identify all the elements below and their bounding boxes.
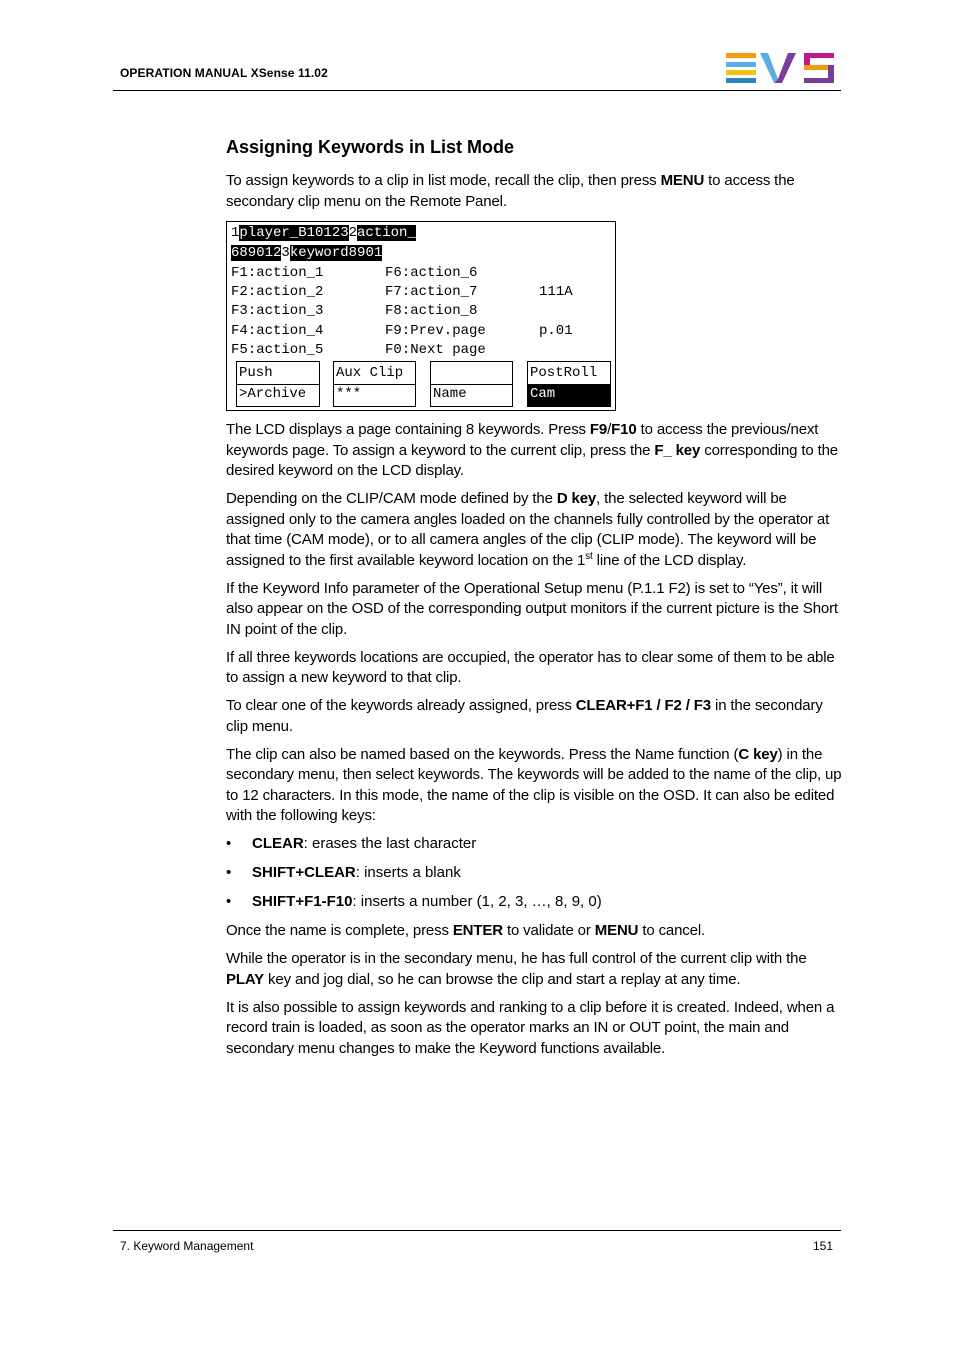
lcd-key-f8: F8:action_8 xyxy=(385,303,478,319)
lcd-display xyxy=(226,221,616,411)
lcd-box-top-label: Aux Clip xyxy=(336,365,404,381)
list-item: • SHIFT+CLEAR: inserts a blank xyxy=(226,864,461,881)
lcd-key-f2: F2:action_2 xyxy=(231,284,324,300)
section-heading: Assigning Keywords in List Mode xyxy=(226,137,515,157)
footer-chapter: 7. Keyword Management xyxy=(120,1239,254,1253)
lcd-box-bottom-label: Cam xyxy=(530,386,556,402)
lcd-key-f1: F1:action_1 xyxy=(231,265,324,281)
paragraph-keyword-info: If the Keyword Info parameter of the Operational Setup menu (P.1.1 F2) is set to “Yes”, it will also appear on the OSD of the corresponding output monitors if the current picture is the Short IN point of the clip. xyxy=(226,579,838,638)
edit-keys-list xyxy=(226,834,844,913)
lcd-key-f4: F4:action_4 xyxy=(231,323,324,339)
lcd-box-top-label: PostRoll xyxy=(530,365,598,381)
paragraph-clip-cam-mode: Depending on the CLIP/CAM mode defined by the D key, the selected keyword will be assigned only to the camera angles loaded on the channels fully controlled by the operator at that time (CAM mode), or to all camera angles of the clip (CLIP mode). The keyword will be assigned to the first available keyword location on the 1st line of the LCD display. xyxy=(226,490,830,569)
lcd-box-bottom-label: *** xyxy=(336,386,362,402)
lcd-clip-id: 111A xyxy=(539,284,573,300)
footer-page-number: 151 xyxy=(813,1239,834,1253)
page-content xyxy=(226,135,844,1067)
lcd-page-number: p.01 xyxy=(539,323,573,339)
header-title: OPERATION MANUAL XSense 11.02 xyxy=(120,66,328,80)
paragraph-record-train: It is also possible to assign keywords and ranking to a clip before it is created. Indeed, when a record train is loaded, as soon as the operator marks an IN or OUT point, the main and secondary menu changes to make the Keyword functions available. xyxy=(226,998,835,1057)
list-item: • SHIFT+F1-F10: inserts a number (1, 2, 3, …, 8, 9, 0) xyxy=(226,893,602,910)
lcd-box-postroll-cam xyxy=(527,361,611,407)
lcd-key-f0: F0:Next page xyxy=(385,342,486,358)
paragraph-name-clip: The clip can also be named based on the keywords. Press the Name function (C key) in the secondary menu, then select keywords. The keywords will be added to the name of the clip, up to 12 characters. In this mode, the name of the clip is visible on the OSD. It can also be edited with the following keys: xyxy=(226,745,842,824)
lcd-box-aux-clip xyxy=(333,361,416,407)
lcd-key-f5: F5:action_5 xyxy=(231,342,324,358)
lcd-box-name xyxy=(430,361,513,407)
lcd-box-bottom-label: Name xyxy=(433,386,467,402)
paragraph-clear-keywords: To clear one of the keywords already assigned, press CLEAR+F1 / F2 / F3 in the secondary clip menu. xyxy=(226,697,823,735)
paragraph-secondary-menu-control: While the operator is in the secondary menu, he has full control of the current clip with the PLAY key and jog dial, so he can browse the clip and start a replay at any time. xyxy=(226,950,807,988)
evs-logo xyxy=(726,53,836,83)
lcd-key-f9: F9:Prev.page xyxy=(385,323,486,339)
paragraph-lcd-page: The LCD displays a page containing 8 keywords. Press F9/F10 to access the previous/next keywords page. To assign a keyword to the current clip, press the F_ key corresponding to the desired keyword on the LCD display. xyxy=(226,421,838,479)
lcd-key-f3: F3:action_3 xyxy=(231,303,324,319)
paragraph-name-complete: Once the name is complete, press ENTER to validate or MENU to cancel. xyxy=(226,922,706,939)
paragraph-locations-occupied: If all three keywords locations are occupied, the operator has to clear some of them to be able to assign a new keyword to that clip. xyxy=(226,648,835,686)
lcd-key-f7: F7:action_7 xyxy=(385,284,478,300)
lcd-key-f6: F6:action_6 xyxy=(385,265,478,281)
header-rule xyxy=(113,90,841,91)
footer-rule xyxy=(113,1230,841,1231)
lcd-box-push-archive xyxy=(236,361,320,407)
lcd-box-bottom-label: >Archive xyxy=(239,386,307,402)
lcd-box-top-label: Push xyxy=(239,365,273,381)
paragraph-intro: To assign keywords to a clip in list mode, recall the clip, then press MENU to access the secondary clip menu on the Remote Panel. xyxy=(226,172,795,210)
lcd-row-1: 1player_B101232action_ xyxy=(231,225,416,241)
lcd-row-2: 6890123keyword8901 xyxy=(231,245,383,261)
list-item: • CLEAR: erases the last character xyxy=(226,835,477,852)
